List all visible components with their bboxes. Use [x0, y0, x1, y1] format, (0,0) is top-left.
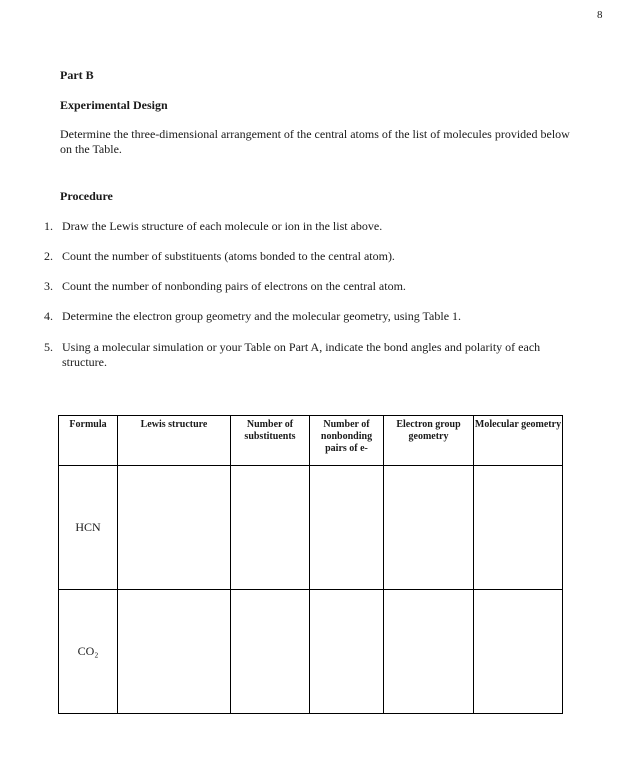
step-number: 5.	[44, 340, 53, 354]
nonbonding-pairs-cell[interactable]	[310, 590, 384, 714]
header-lewis-structure: Lewis structure	[118, 416, 231, 466]
electron-group-geometry-cell[interactable]	[384, 466, 474, 590]
table-header-row	[59, 416, 563, 466]
step-number: 3.	[44, 279, 53, 293]
lewis-structure-cell[interactable]	[118, 590, 231, 714]
substituents-cell[interactable]	[231, 590, 310, 714]
procedure-heading: Procedure	[60, 189, 113, 203]
header-nonbonding-pairs: Number of nonbonding pairs of e-	[310, 416, 384, 466]
table-row	[59, 466, 563, 590]
formula-cell: CO₂	[59, 590, 118, 714]
step-text: Draw the Lewis structure of each molecule or ion in the list above.	[62, 219, 383, 233]
design-text: Determine the three-dimensional arrangement of the central atoms of the list of molecules provided below on the Table.	[60, 127, 570, 156]
lewis-structure-cell[interactable]	[118, 466, 231, 590]
part-heading: Part B	[60, 68, 94, 82]
step-text: Using a molecular simulation or your Table on Part A, indicate the bond angles and polarity of each structure.	[62, 340, 541, 369]
header-substituents: Number of substituents	[231, 416, 310, 466]
step-number: 1.	[44, 219, 53, 233]
step-text: Count the number of nonbonding pairs of electrons on the central atom.	[62, 279, 406, 293]
header-molecular-geometry: Molecular geometry	[474, 416, 563, 466]
step-text: Determine the electron group geometry and the molecular geometry, using Table 1.	[62, 309, 462, 323]
substituents-cell[interactable]	[231, 466, 310, 590]
header-electron-group-geometry: Electron group geometry	[384, 416, 474, 466]
header-formula: Formula	[59, 416, 118, 466]
molecular-geometry-cell[interactable]	[474, 466, 563, 590]
design-heading: Experimental Design	[60, 98, 168, 112]
molecule-table	[58, 415, 563, 714]
molecular-geometry-cell[interactable]	[474, 590, 563, 714]
page-number: 8	[597, 9, 603, 21]
formula-cell: HCN	[59, 466, 118, 590]
table-row	[59, 590, 563, 714]
step-text: Count the number of substituents (atoms bonded to the central atom).	[62, 249, 395, 263]
nonbonding-pairs-cell[interactable]	[310, 466, 384, 590]
step-number: 2.	[44, 249, 53, 263]
electron-group-geometry-cell[interactable]	[384, 590, 474, 714]
step-number: 4.	[44, 309, 53, 323]
